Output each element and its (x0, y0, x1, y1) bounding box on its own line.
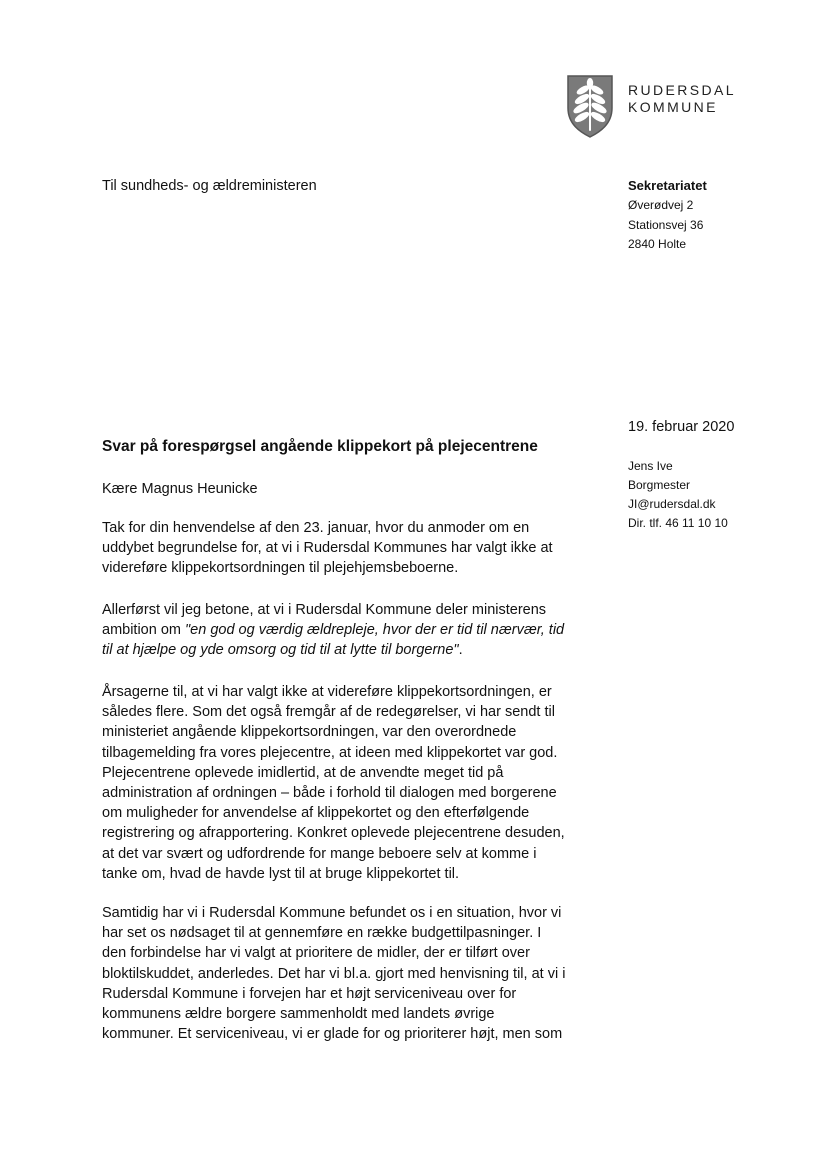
text-line: Tak for din henvendelse af den 23. januar, hvor du anmoder om en (102, 520, 530, 536)
quote-text: til at hjælpe og yde omsorg og tid til at lytte til borgerne" (102, 642, 459, 659)
municipality-logo (566, 74, 746, 140)
text-line: har set os nødsaget til at gennemføre en række budgettilpasninger. I (102, 925, 542, 942)
text-line: kommunens ældre borgere sammenholdt med landets øvrige (102, 1006, 495, 1023)
paragraph-3 (102, 682, 572, 884)
fern-leaf-shield-icon (566, 74, 614, 138)
sender-address-line: 2840 Holte (628, 237, 687, 251)
text-line (102, 620, 572, 640)
paragraph-2 (102, 600, 572, 661)
paragraph-1 (102, 518, 572, 579)
text-line: Samtidig har vi i Rudersdal Kommune befundet os i en situation, hvor vi (102, 905, 562, 921)
text-line: bloktilskuddet, anderledes. Det har vi bl.a. gjort med henvisning til, at vi i (102, 965, 566, 982)
contact-email: JI@rudersdal.dk (628, 497, 716, 511)
sender-address-line: Øverødvej 2 (628, 198, 694, 212)
text-line: videreføre klippekortsordningen til plejehjemsbeboerne. (102, 560, 459, 577)
text-line: kommuner. Et serviceniveau, vi er glade for og prioriterer højt, men som (102, 1026, 563, 1043)
paragraph-4 (102, 903, 572, 1044)
sender-block (628, 177, 707, 255)
text-line: tanke om, hvad de havde lyst til at bruge klippekortet til. (102, 865, 460, 882)
contact-phone: Dir. tlf. 46 11 10 10 (628, 516, 728, 530)
letter-date: 19. februar 2020 (628, 419, 735, 435)
text-line: uddybet begrundelse for, at vi i Rudersdal Kommunes har valgt ikke at (102, 540, 553, 557)
text-line: Årsagerne til, at vi har valgt ikke at videreføre klippekortsordningen, er (102, 684, 552, 700)
sender-address-line: Stationsvej 36 (628, 217, 704, 232)
recipient: Til sundheds- og ældreministeren (102, 178, 317, 194)
quote-text: "en god og værdig ældrepleje, hvor der er tid til nærvær, tid (185, 622, 565, 639)
text-line: registrering og afrapportering. Konkret oplevede plejecentrene desuden, (102, 825, 565, 842)
text-line: Rudersdal Kommune i forvejen har et højt serviceniveau over for (102, 985, 517, 1002)
contact-name: Jens Ive (628, 459, 673, 473)
sender-department: Sekretariatet (628, 178, 707, 193)
text-line: den forbindelse har vi valgt at prioritere de midler, der er tilført over (102, 945, 530, 962)
text-line: at det var svært og udfordrende for mange beboere selv at komme i (102, 845, 537, 862)
letter-subject: Svar på forespørgsel angående klippekort på plejecentrene (102, 438, 538, 455)
logo-name-line2: KOMMUNE (628, 99, 718, 115)
greeting: Kære Magnus Heunicke (102, 481, 258, 497)
text-line: administration af ordningen – både i forhold til dialogen med borgerene (102, 785, 557, 802)
logo-name-line1: RUDERSDAL (628, 82, 736, 98)
text-line: således flere. Som det også fremgår af de redegørelser, vi har sendt til (102, 704, 555, 721)
text-line: Plejecentrene oplevede imidlertid, at de anvendte meget tid på (102, 764, 504, 781)
text-line: ministeriet angående klippekortsordningen, var den overordnede (102, 724, 517, 741)
contact-title: Borgmester (628, 478, 691, 492)
text-line: om muligheder for anvendelse af klippekortet og den efterfølgende (102, 805, 530, 822)
text-line (102, 640, 572, 660)
text-span: ambition om (102, 622, 186, 639)
text-span: . (458, 642, 463, 659)
text-line: tilbagemelding fra vores plejecentre, at ideen med klippekortet var god. (102, 744, 558, 761)
text-line: Allerførst vil jeg betone, at vi i Rudersdal Kommune deler ministerens (102, 602, 547, 618)
contact-block (628, 457, 728, 533)
